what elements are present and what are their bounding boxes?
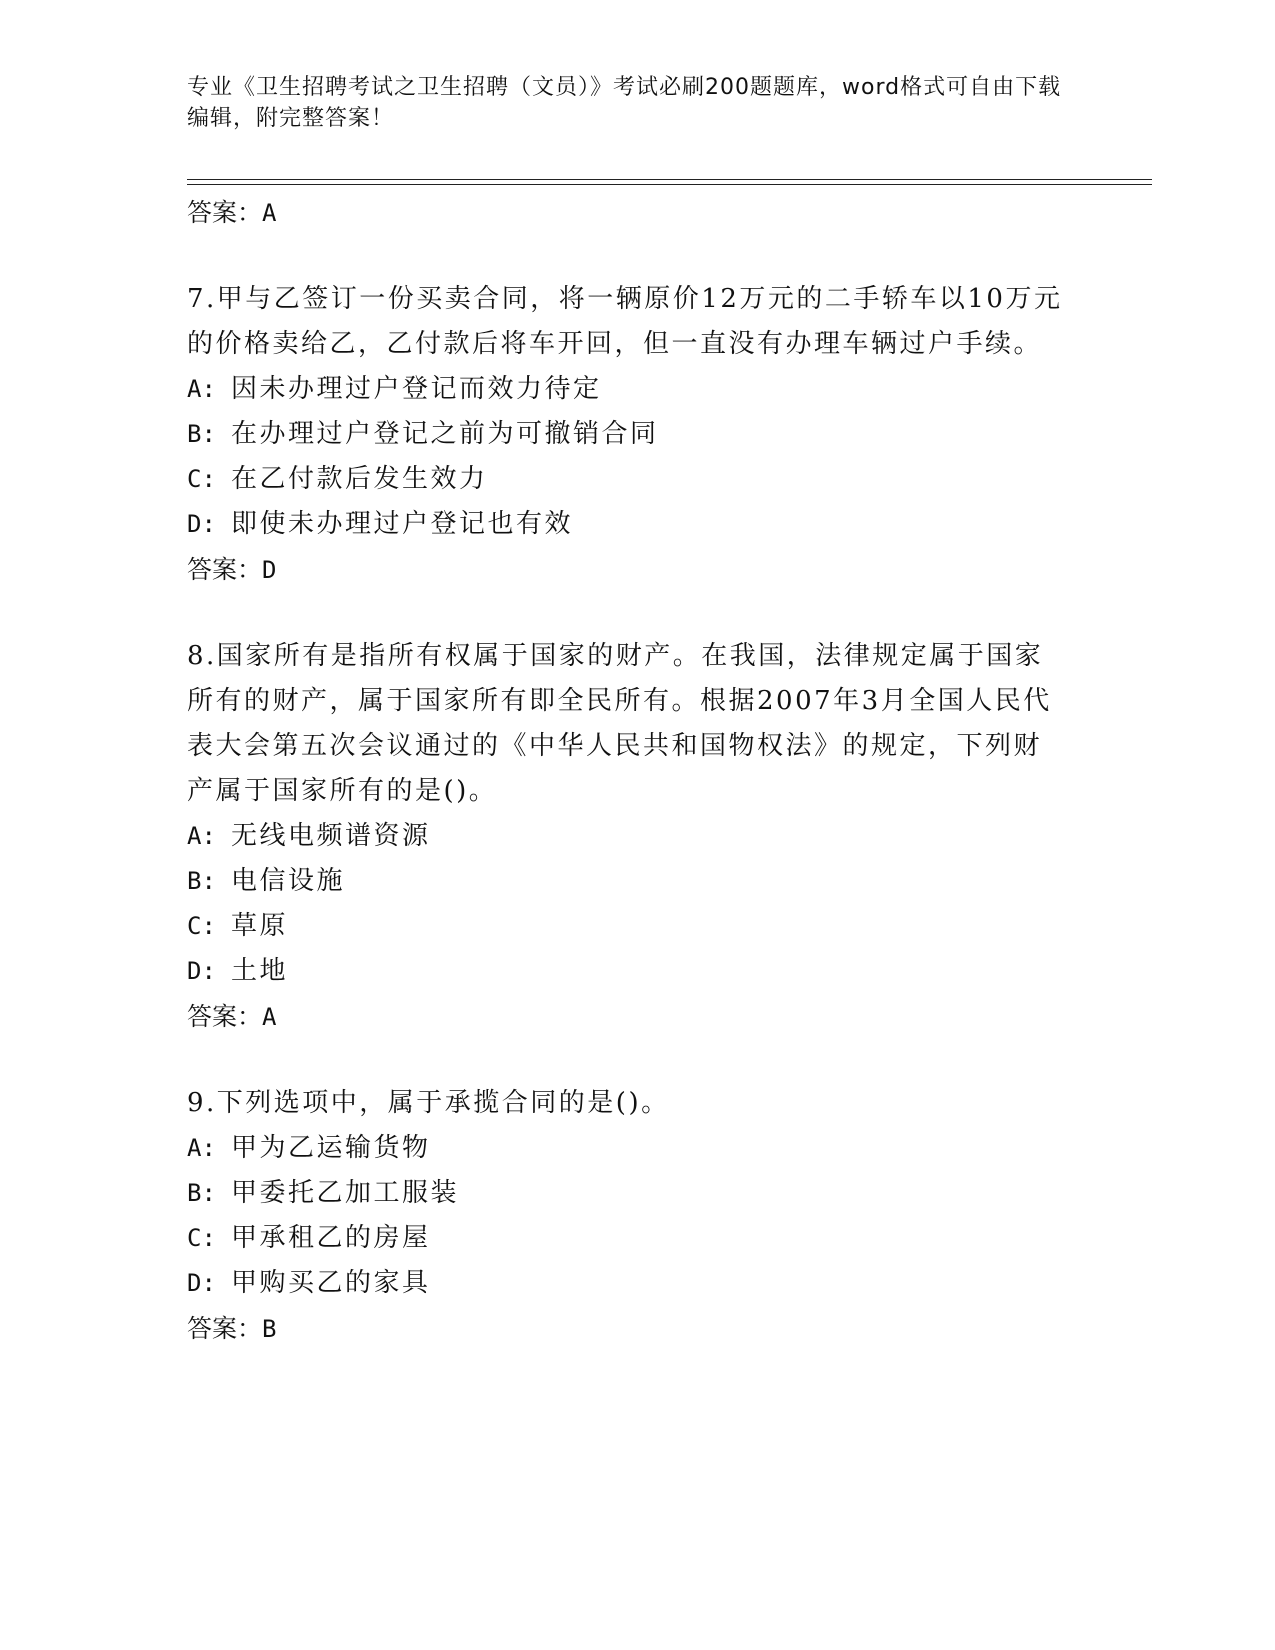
option-text: 无线电频谱资源 (231, 821, 431, 851)
option-text: 电信设施 (231, 866, 346, 896)
question-stem: 8.国家所有是指所有权属于国家的财产。在我国，法律规定属于国家所有的财产，属于国家所有即全民所有。根据2007年3月全国人民代表大会第五次会议通过的《中华人民共和国物权法》的规定，下列财产属于国家所有的是()。 (187, 641, 1052, 806)
option-text: 甲为乙运输货物 (231, 1133, 431, 1163)
question-7 (187, 277, 1067, 589)
option-d (187, 949, 1067, 994)
option-letter: B: (187, 420, 216, 448)
option-b (187, 859, 1067, 904)
option-b (187, 412, 1067, 457)
option-c (187, 1216, 1067, 1261)
option-text: 在乙付款后发生效力 (231, 464, 488, 494)
question-8 (187, 634, 1067, 1036)
option-text: 即使未办理过户登记也有效 (231, 509, 574, 539)
option-a (187, 1126, 1067, 1171)
option-letter: A: (187, 1134, 216, 1162)
option-text: 草原 (231, 911, 289, 941)
option-b (187, 1171, 1067, 1216)
answer-value: A (262, 199, 277, 227)
option-text: 甲委托乙加工服装 (231, 1178, 460, 1208)
option-c (187, 457, 1067, 502)
answer-value: A (262, 1003, 277, 1031)
answer-line (187, 551, 1067, 589)
option-letter: A: (187, 375, 216, 403)
question-9 (187, 1081, 1067, 1348)
question-list (187, 190, 1067, 1348)
option-text: 甲购买乙的家具 (231, 1268, 431, 1298)
option-letter: A: (187, 822, 216, 850)
answer-label: 答案： (187, 198, 263, 227)
option-letter: C: (187, 465, 216, 493)
option-letter: D: (187, 510, 216, 538)
option-letter: B: (187, 867, 216, 895)
question-stem: 9.下列选项中，属于承揽合同的是()。 (187, 1088, 670, 1118)
answer-line (187, 1310, 1067, 1348)
answer-label: 答案： (187, 1314, 263, 1343)
option-text: 因未办理过户登记而效力待定 (231, 374, 602, 404)
option-letter: D: (187, 1269, 216, 1297)
answer-line (187, 194, 1067, 232)
question-stem: 7.甲与乙签订一份买卖合同，将一辆原价12万元的二手轿车以10万元的价格卖给乙，乙付款后将车开回，但一直没有办理车辆过户手续。 (187, 284, 1063, 359)
header-divider-top (187, 179, 1152, 180)
option-letter: D: (187, 957, 216, 985)
option-a (187, 814, 1067, 859)
option-text: 甲承租乙的房屋 (231, 1223, 431, 1253)
option-c (187, 904, 1067, 949)
answer-label: 答案： (187, 1002, 263, 1031)
answer-label: 答案： (187, 555, 263, 584)
option-text: 在办理过户登记之前为可撤销合同 (231, 419, 659, 449)
option-d (187, 502, 1067, 547)
option-letter: C: (187, 912, 216, 940)
option-letter: B: (187, 1179, 216, 1207)
header-divider-bottom (187, 184, 1152, 185)
document-header: 专业《卫生招聘考试之卫生招聘（文员）》考试必刷200题题库，word格式可自由下载编辑，附完整答案！ (187, 75, 1062, 131)
option-letter: C: (187, 1224, 216, 1252)
answer-value: B (262, 1315, 277, 1343)
option-text: 土地 (231, 956, 289, 986)
option-a (187, 367, 1067, 412)
answer-value: D (262, 556, 277, 584)
answer-line (187, 998, 1067, 1036)
option-d (187, 1261, 1067, 1306)
